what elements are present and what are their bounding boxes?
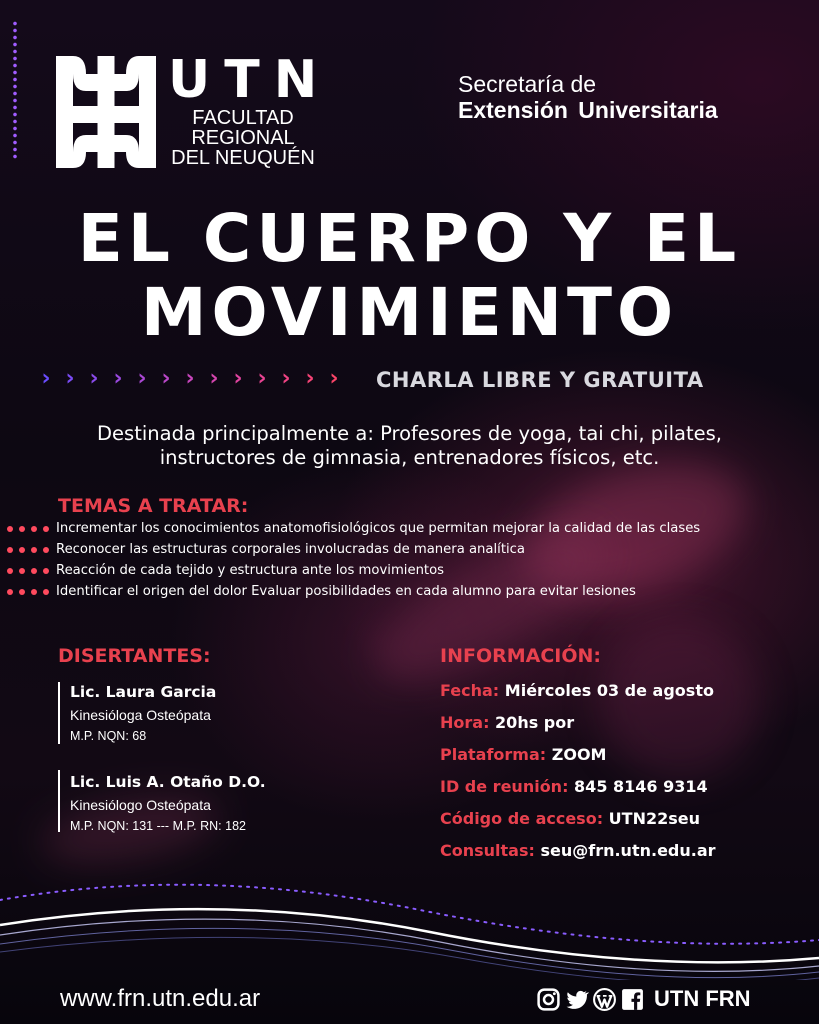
topic-text: Reconocer las estructuras corporales involucradas de manera analítica xyxy=(56,542,525,557)
speaker-role: Kinesiólogo Osteópata xyxy=(70,797,211,813)
speaker-name: Lic. Laura Garcia xyxy=(70,683,217,701)
info-fecha: Fecha: Miércoles 03 de agosto xyxy=(440,681,714,700)
speaker-license: M.P. NQN: 131 --- M.P. RN: 182 xyxy=(70,819,246,833)
facultad-line: DEL NEUQUÉN xyxy=(171,147,315,169)
chevron-right-icon: › xyxy=(137,366,147,391)
audience-text: instructores de gimnasia, entrenadores físicos, etc. xyxy=(159,446,660,469)
chevron-arrows xyxy=(34,366,364,392)
informacion-heading: INFORMACIÓN: xyxy=(440,645,602,667)
chevron-right-icon: › xyxy=(65,366,75,391)
temas-heading: TEMAS A TRATAR: xyxy=(58,495,249,517)
speaker-role: Kinesióloga Osteópata xyxy=(70,707,211,723)
disertantes-heading: DISERTANTES: xyxy=(58,645,211,667)
bullet-dots-icon xyxy=(0,568,56,574)
info-plataforma: Plataforma: ZOOM xyxy=(440,745,607,764)
utn-logo-icon xyxy=(56,56,156,168)
chevron-right-icon: › xyxy=(257,366,267,391)
wordpress-icon[interactable] xyxy=(592,987,617,1012)
facultad-line: FACULTAD xyxy=(192,107,294,129)
info-id-reunion: ID de reunión: 845 8146 9314 xyxy=(440,777,708,796)
bullet-dots-icon xyxy=(0,526,56,532)
social-icons xyxy=(536,986,645,1012)
utn-wordmark: UTN xyxy=(168,50,332,110)
info-consultas[interactable]: Consultas: seu@frn.utn.edu.ar xyxy=(440,841,716,860)
list-item xyxy=(0,518,819,539)
chevron-right-icon: › xyxy=(41,366,51,391)
facebook-icon[interactable] xyxy=(620,987,645,1012)
decorative-dots xyxy=(12,20,18,160)
chevron-right-icon: › xyxy=(233,366,243,391)
secretaria-label: Secretaría de xyxy=(458,71,597,97)
chevron-right-icon: › xyxy=(161,366,171,391)
twitter-icon[interactable] xyxy=(564,987,589,1012)
chevron-right-icon: › xyxy=(185,366,195,391)
speaker-divider xyxy=(58,682,60,744)
page-title-line: MOVIMIENTO xyxy=(140,274,679,351)
info-codigo-acceso: Código de acceso: UTN22seu xyxy=(440,809,700,828)
instagram-icon[interactable] xyxy=(536,987,561,1012)
list-item xyxy=(0,539,819,560)
audience-text: Destinada principalmente a: Profesores de yoga, tai chi, pilates, xyxy=(97,422,722,445)
extension-label: Extensión Universitaria xyxy=(458,97,718,123)
chevron-right-icon: › xyxy=(89,366,99,391)
info-hora: Hora: 20hs por xyxy=(440,713,575,732)
bullet-dots-icon xyxy=(0,589,56,595)
topics-list xyxy=(0,518,819,602)
chevron-right-icon: › xyxy=(329,366,339,391)
chevron-right-icon: › xyxy=(281,366,291,391)
speaker-license: M.P. NQN: 68 xyxy=(70,729,147,743)
list-item xyxy=(0,560,819,581)
bullet-dots-icon xyxy=(0,547,56,553)
brand-label: UTN FRN xyxy=(654,986,751,1011)
list-item xyxy=(0,581,819,602)
page-title-line: EL CUERPO Y EL xyxy=(77,200,742,277)
chevron-right-icon: › xyxy=(113,366,123,391)
topic-text: Reacción de cada tejido y estructura ante los movimientos xyxy=(56,563,445,578)
chevron-right-icon: › xyxy=(209,366,219,391)
decorative-waves xyxy=(0,870,819,980)
speaker-name: Lic. Luis A. Otaño D.O. xyxy=(70,773,266,791)
charla-badge: CHARLA LIBRE Y GRATUITA xyxy=(376,368,704,392)
chevron-right-icon: › xyxy=(305,366,315,391)
speaker-divider xyxy=(58,770,60,832)
website-link[interactable]: www.frn.utn.edu.ar xyxy=(60,985,261,1012)
facultad-line: REGIONAL xyxy=(191,127,295,149)
topic-text: Identificar el origen del dolor Evaluar posibilidades en cada alumno para evitar lesiones xyxy=(56,584,636,599)
topic-text: Incrementar los conocimientos anatomofisiológicos que permitan mejorar la calidad de las clases xyxy=(56,521,701,536)
